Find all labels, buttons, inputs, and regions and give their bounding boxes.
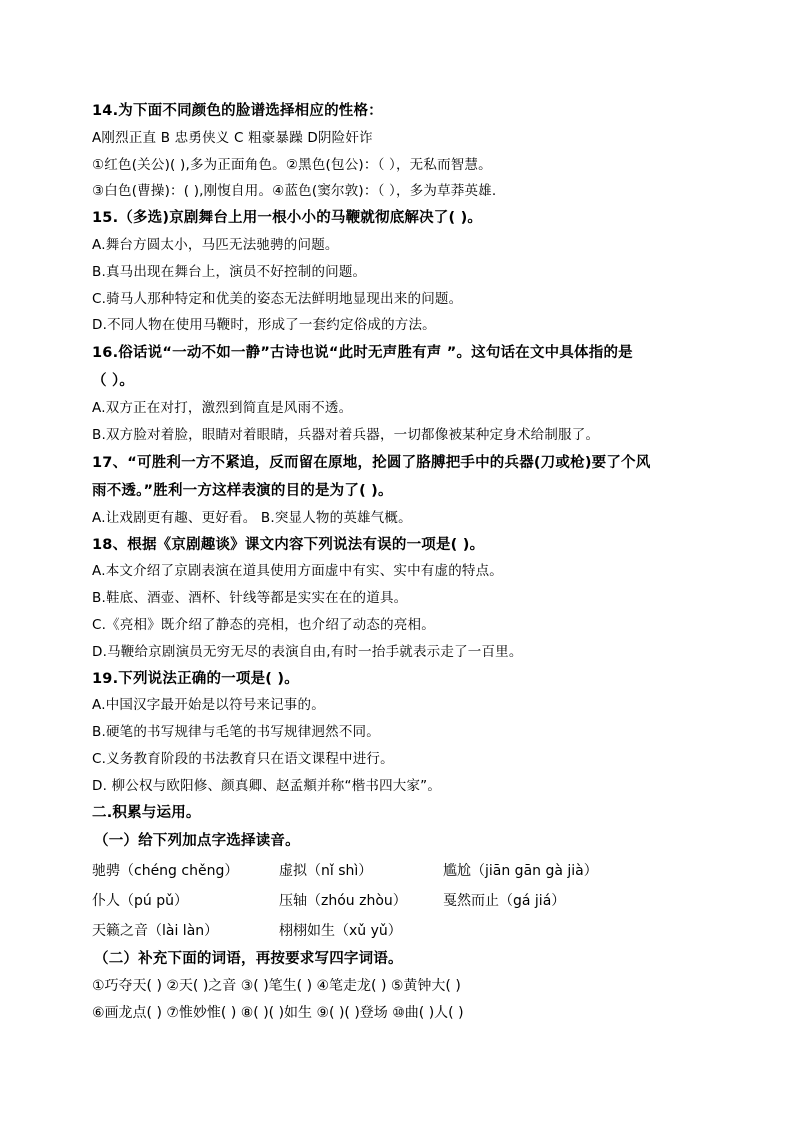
question-18-option-d: D.马鞭给京剧演员无穷无尽的表演自由,有时一抬手就表示走了一百里。	[92, 643, 523, 660]
section-2-sub-1: （一）给下列加点字选择读音。	[94, 833, 300, 850]
question-14-line-2: ③白色(曹操)：( ),刚愎自用。④蓝色(窦尔敦)：（ ），多为草莽英雄.	[92, 183, 497, 200]
question-16-title-line-1: 16.俗话说“一动不如一静”古诗也说“此时无声胜有声 ”。这句话在文中具体指的是	[92, 345, 633, 362]
question-18-option-a: A.本文介绍了京剧表演在道具使用方面虚中有实、实中有虚的特点。	[92, 563, 503, 580]
question-15-option-d: D.不同人物在使用马鞭时，形成了一套约定俗成的方法。	[92, 317, 436, 334]
question-15-option-b: B.真马出现在舞台上，演员不好控制的问题。	[92, 263, 367, 280]
question-15-option-c: C.骑马人那种特定和优美的姿态无法鲜明地显现出来的问题。	[92, 290, 463, 307]
question-16-option-b: B.双方脸对着脸，眼睛对着眼睛，兵器对着兵器，一切都像被某种定身术给制服了。	[92, 426, 600, 443]
question-14-line-1: ①红色(关公)( ),多为正面角色。②黑色(包公)：（ ），无私而智慧。	[92, 156, 492, 173]
question-14-title: 14.为下面不同颜色的脸谱选择相应的性格：	[92, 103, 383, 119]
fill-in-line-1: ①巧夺天( ) ②天( )之音 ③( )笔生( ) ④笔走龙( ) ⑤黄钟大( )	[92, 978, 461, 995]
pinyin-item: 仆人（pú pǔ）	[92, 893, 188, 910]
pinyin-row-3	[92, 916, 712, 946]
pinyin-item: 虚拟（nǐ shì）	[279, 863, 373, 880]
question-16-option-a: A.双方正在对打，激烈到简直是风雨不透。	[92, 400, 353, 417]
pinyin-row-1	[92, 856, 712, 886]
question-18-title: 18、根据《京剧趣谈》课文内容下列说法有误的一项是( )。	[92, 536, 485, 553]
pinyin-row-2	[92, 886, 712, 916]
pinyin-item: 天籁之音（lài làn）	[92, 923, 219, 940]
question-19-title: 19.下列说法正确的一项是( )。	[92, 670, 299, 687]
pinyin-item: 驰骋（chéng chěng）	[92, 863, 239, 880]
question-15-option-a: A.舞台方圆太小，马匹无法驰骋的问题。	[92, 236, 339, 253]
fill-in-line-2: ⑥画龙点( ) ⑦惟妙惟( ) ⑧( )( )如生 ⑨( )( )登场 ⑩曲( )人( )	[92, 1005, 464, 1022]
question-18-option-c: C.《亮相》既介绍了静态的亮相，也介绍了动态的亮相。	[92, 616, 435, 633]
question-18-option-b: B.鞋底、酒壶、酒杯、针线等都是实实在在的道具。	[92, 590, 408, 607]
question-19-option-b: B.硬笔的书写规律与毛笔的书写规律迥然不同。	[92, 724, 380, 741]
question-19-option-c: C.义务教育阶段的书法教育只在语文课程中进行。	[92, 750, 394, 767]
question-17-title-line-2: 雨不透。”胜利一方这样表演的目的是为了( )。	[92, 482, 393, 499]
question-17-title-line-1: 17、“可胜利一方不紧追，反而留在原地，抡圆了胳膊把手中的兵器(刀或枪)要了个风	[92, 454, 651, 471]
question-14-choices: A刚烈正直 B 忠勇侠义 C 粗豪暴躁 D阴险奸诈	[92, 129, 373, 146]
pinyin-item: 尴尬（jiān gān gà jià）	[443, 863, 598, 880]
question-15-title: 15.（多选)京剧舞台上用一根小小的马鞭就彻底解决了( )。	[92, 210, 483, 227]
pinyin-item: 戛然而止（gá jiá）	[443, 893, 566, 910]
question-17-options: A.让戏剧更有趣、更好看。 B.突显人物的英雄气概。	[92, 509, 412, 526]
question-19-option-d: D. 柳公权与欧阳修、颜真卿、赵孟頫并称“楷书四大家”。	[92, 777, 442, 794]
pinyin-item: 压轴（zhóu zhòu）	[279, 893, 407, 910]
section-2-title: 二.积累与运用。	[92, 804, 201, 821]
section-2-sub-2: （二）补充下面的词语，再按要求写四字词语。	[94, 951, 403, 968]
question-16-title-line-2: （ ）。	[92, 373, 135, 390]
pinyin-item: 栩栩如生（xǔ yǔ）	[279, 923, 402, 940]
worksheet-page	[92, 98, 712, 1027]
question-19-option-a: A.中国汉字最开始是以符号来记事的。	[92, 697, 325, 714]
